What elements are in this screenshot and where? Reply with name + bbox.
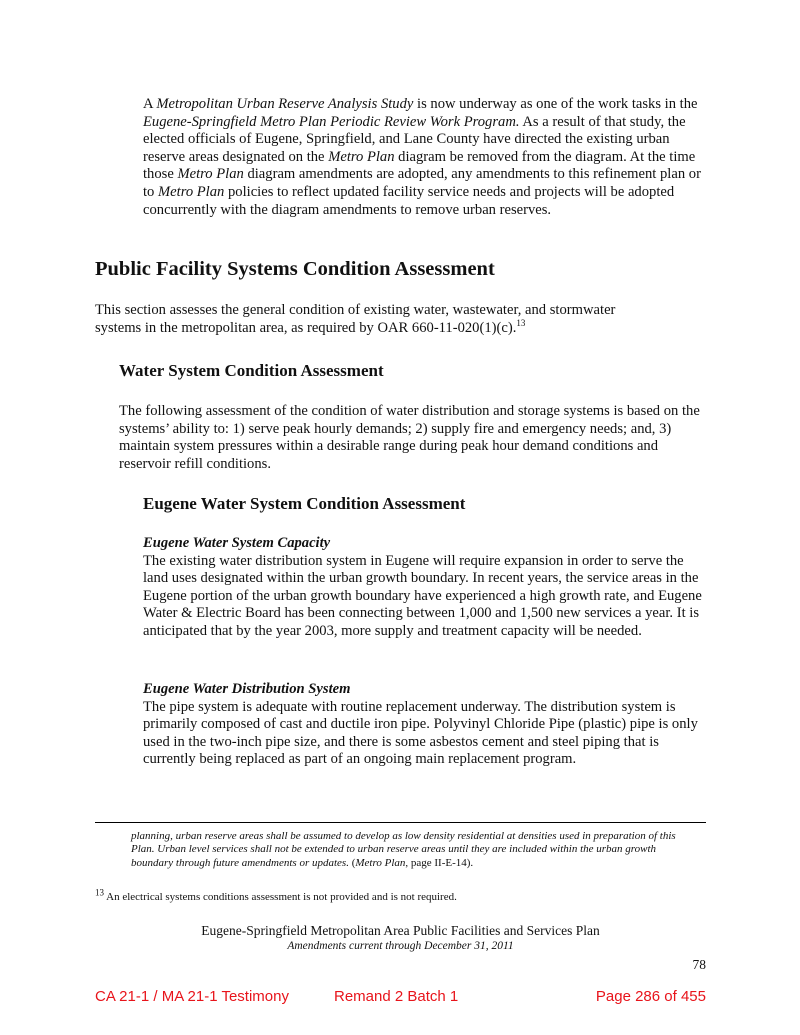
page-number: 78: [692, 957, 706, 972]
water-heading: Water System Condition Assessment: [119, 361, 384, 380]
stamp-left: CA 21-1 / MA 21-1 Testimony: [95, 988, 289, 1005]
section-heading: Public Facility Systems Condition Assessment: [95, 258, 495, 280]
capacity-paragraph: Eugene Water System Capacity The existing water distribution system in Eugene will require expansion in order to serve the land uses designated within the urban growth boundary. In recent years, the service areas in the Eugene portion of the urban growth boundary have experienced a high growth rate, and Eugene Water & Electric Board has been connecting between 1,000 and 1,500 new services a year. It is anticipated that by the year 2003, more supply and treatment capacity will be needed.: [143, 535, 708, 641]
stamp-center: Remand 2 Batch 1: [334, 988, 459, 1005]
section-paragraph: This section assesses the general condition of existing water, wastewater, and stormwater systems in the metropolitan area, as required by OAR 660-11-020(1)(c).$^{13}$: [95, 302, 616, 336]
intro-paragraph: A Metropolitan Urban Reserve Analysis Study is now underway as one of the work tasks in the Eugene-Springfield Metro Plan Periodic Review Work Program. As a result of that study, the elected officials of Eugene, Springfield, and Lane County have directed the existing urban reserve areas designated on the Metro Plan diagram be removed from the diagram. At the time those Metro Plan diagram amendments are adopted, any amendments to this refinement plan or to Metro Plan policies to reflect updated facility service needs and projects will be adopted concurrently with the diagram amendments to remove urban reserves.: [143, 96, 701, 218]
footnote-continuation: planning, urban reserve areas shall be assumed to develop as low density residential at densities used in preparation of this Plan. Urban level services shall not be extended to urban reserve areas until they are included within the urban growth boundary through future amendments or updates. (Metro Plan, page II-E-14).: [131, 830, 676, 869]
eugene-heading: Eugene Water System Condition Assessment: [143, 494, 466, 513]
footnote-ref-13[interactable]: 13: [516, 317, 526, 328]
distribution-paragraph: Eugene Water Distribution System The pipe system is adequate with routine replacement underway. The distribution system is primarily composed of cast and ductile iron pipe. Polyvinyl Chloride Pipe (plastic) pipe is only used in the two-inch pipe size, and there is some asbestos cement and steel piping that is currently being replaced as part of an ongoing main replacement program.: [143, 681, 713, 769]
water-paragraph: The following assessment of the condition of water distribution and storage systems is based on the systems’ ability to: 1) serve peak hourly demands; 2) supply fire and emergency needs; and, 3) maintain system pressures within a desirable range during peak hour demand conditions and reservoir refill conditions.: [119, 403, 700, 472]
footer-subtitle: Amendments current through December 31, 2011: [287, 940, 514, 952]
capacity-subheading: Eugene Water System Capacity: [143, 535, 331, 551]
distribution-subheading: Eugene Water Distribution System: [143, 681, 351, 697]
footnote-divider: [95, 822, 706, 823]
footnote-13: $^{13}$ An electrical systems conditions assessment is not provided and is not required.: [95, 887, 457, 903]
footer-title: Eugene-Springfield Metropolitan Area Public Facilities and Services Plan: [201, 923, 600, 938]
stamp-right: Page 286 of 455: [595, 988, 706, 1005]
